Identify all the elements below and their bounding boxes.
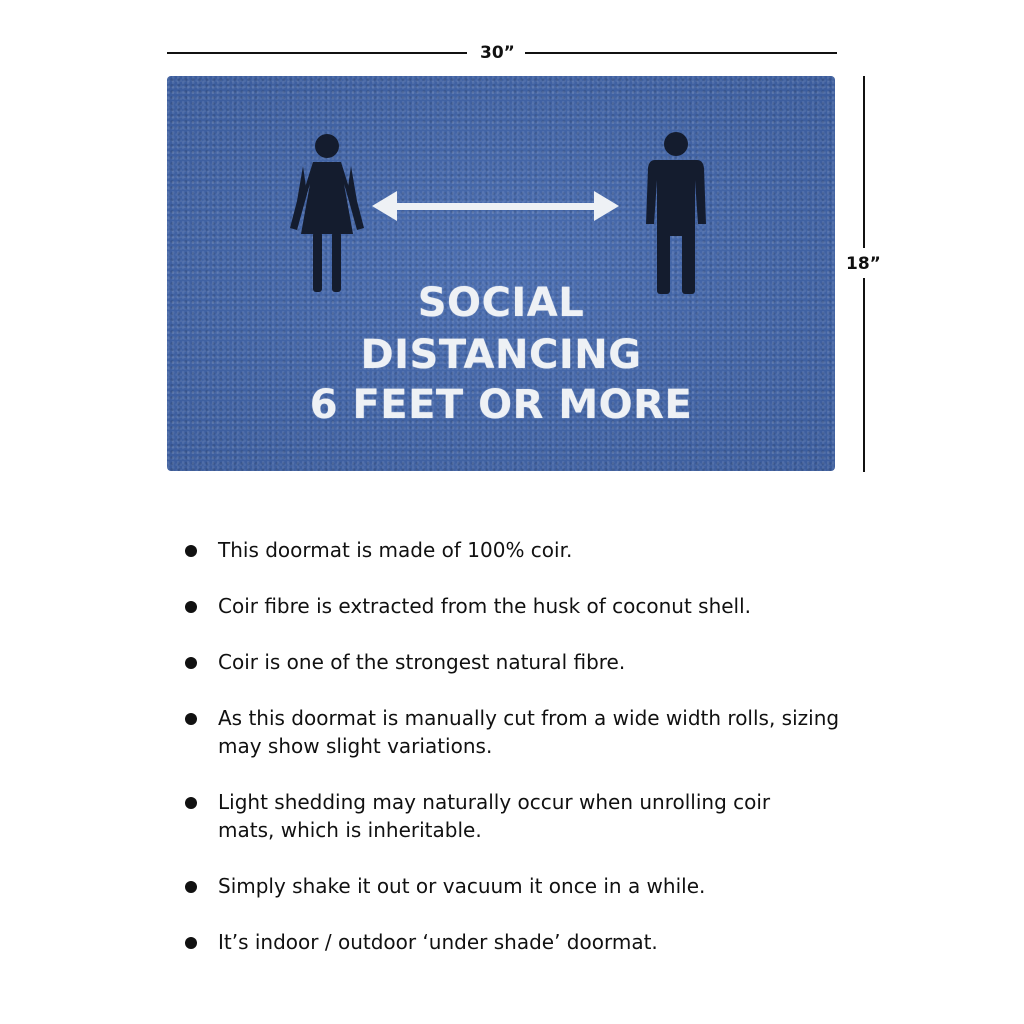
feature-item xyxy=(183,928,883,956)
height-dimension-line-bottom xyxy=(863,276,865,472)
height-dimension-line-top xyxy=(863,76,865,248)
male-figure-icon xyxy=(646,132,706,294)
width-dimension-label: 30” xyxy=(470,43,525,63)
feature-item xyxy=(183,648,883,676)
feature-item xyxy=(183,536,883,564)
height-dimension-label: 18” xyxy=(846,250,881,278)
doormat-image xyxy=(167,76,835,471)
bullet-icon xyxy=(185,937,197,949)
bullet-icon xyxy=(185,545,197,557)
mat-text-distancing: DISTANCING xyxy=(360,332,642,378)
feature-text: As this doormat is manually cut from a wide width rolls, sizing may show slight variations. xyxy=(218,706,840,758)
mat-text-six-feet: 6 FEET OR MORE xyxy=(309,382,693,428)
feature-text: Simply shake it out or vacuum it once in a while. xyxy=(218,874,706,898)
bullet-icon xyxy=(185,797,197,809)
feature-item xyxy=(183,704,858,760)
feature-item xyxy=(183,788,818,844)
bullet-icon xyxy=(185,881,197,893)
width-dimension-line-left xyxy=(167,52,467,54)
feature-item xyxy=(183,592,883,620)
mat-text-social: SOCIAL xyxy=(417,280,585,326)
feature-list xyxy=(183,536,883,984)
feature-text: This doormat is made of 100% coir. xyxy=(218,538,573,562)
bullet-icon xyxy=(185,601,197,613)
feature-text: It’s indoor / outdoor ‘under shade’ doormat. xyxy=(218,930,658,954)
female-figure-icon xyxy=(290,134,364,292)
feature-item xyxy=(183,872,883,900)
feature-text: Light shedding may naturally occur when unrolling coir mats, which is inheritable. xyxy=(218,790,771,842)
width-dimension-line-right xyxy=(525,52,837,54)
feature-text: Coir fibre is extracted from the husk of coconut shell. xyxy=(218,594,752,618)
feature-text: Coir is one of the strongest natural fibre. xyxy=(218,650,626,674)
double-arrow-icon xyxy=(372,191,619,221)
bullet-icon xyxy=(185,657,197,669)
bullet-icon xyxy=(185,713,197,725)
